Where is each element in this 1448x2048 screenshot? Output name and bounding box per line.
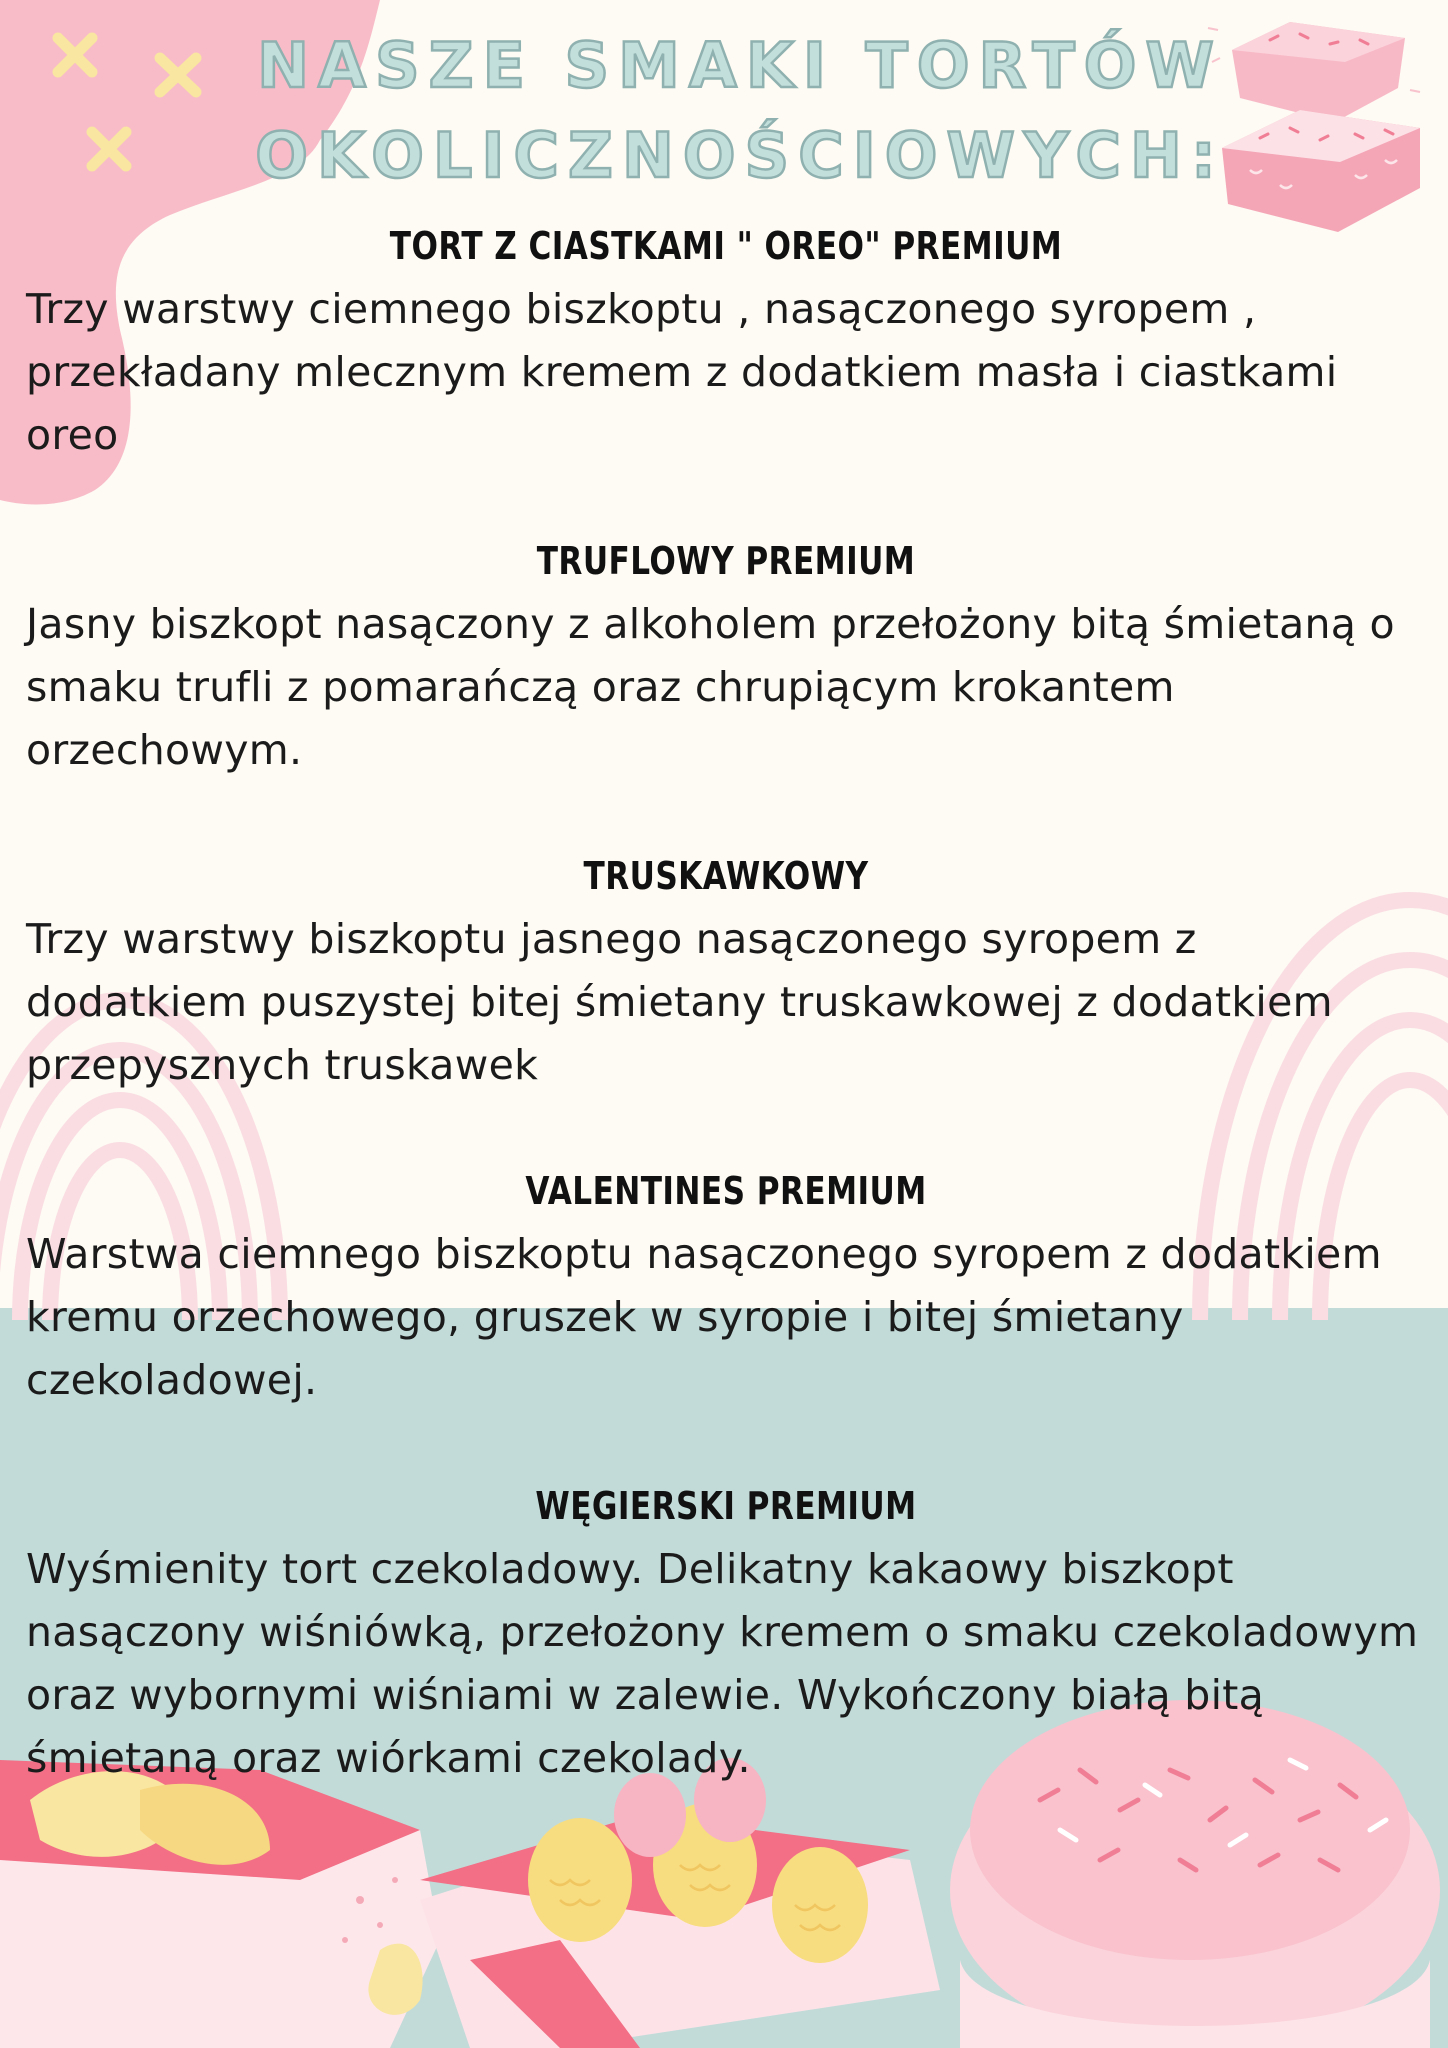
flavor-description: Jasny biszkopt nasączony z alkoholem przełożony bitą śmietaną o smaku trufli z pomarańczą oraz chrupiącym krokantem orzechowym. <box>26 600 1395 774</box>
cake-slice-bottom-middle-icon <box>420 1758 940 2048</box>
flavor-title: TORT Z CIASTKAMI " OREO" PREMIUM <box>389 224 1063 268</box>
flavor-title: TRUFLOWY PREMIUM <box>536 539 916 583</box>
flavor-description: Wyśmienity tort czekoladowy. Delikatny kakaowy biszkopt nasączony wiśniówką, przełożony kremem o smaku czekoladowym oraz wybornymi wiśniami w zalewie. Wykończony białą bitą śmietaną oraz wiórkami czekolady. <box>26 1545 1419 1782</box>
flavor-title: VALENTINES PREMIUM <box>525 1169 927 1213</box>
flavor-section-oreo <box>26 222 1426 467</box>
flavor-description: Trzy warstwy ciemnego biszkoptu , nasączonego syropem , przekładany mlecznym kremem z dodatkiem masła i ciastkami oreo <box>26 285 1338 459</box>
flavor-section-valentines <box>26 1167 1426 1412</box>
flavor-title: WĘGIERSKI PREMIUM <box>535 1484 917 1528</box>
page-title-line-2: OKOLICZNOŚCIOWYCH: <box>255 119 1225 192</box>
flavor-section-truflowy <box>26 537 1426 782</box>
cake-slice-bottom-left-icon <box>0 1760 440 2048</box>
flavor-description: Warstwa ciemnego biszkoptu nasączonego syropem z dodatkiem kremu orzechowego, gruszek w syropie i bitej śmietany czekoladowej. <box>26 1230 1382 1404</box>
page-title-line-1: NASZE SMAKI TORTÓW <box>257 29 1223 102</box>
flavor-section-wegierski <box>26 1482 1426 1790</box>
flavor-description: Trzy warstwy biszkoptu jasnego nasączonego syropem z dodatkiem puszystej bitej śmietany truskawkowej z dodatkiem przepysznych truskawek <box>26 915 1333 1089</box>
flavor-section-truskawkowy <box>26 852 1426 1097</box>
flavor-title: TRUSKAWKOWY <box>583 854 869 898</box>
